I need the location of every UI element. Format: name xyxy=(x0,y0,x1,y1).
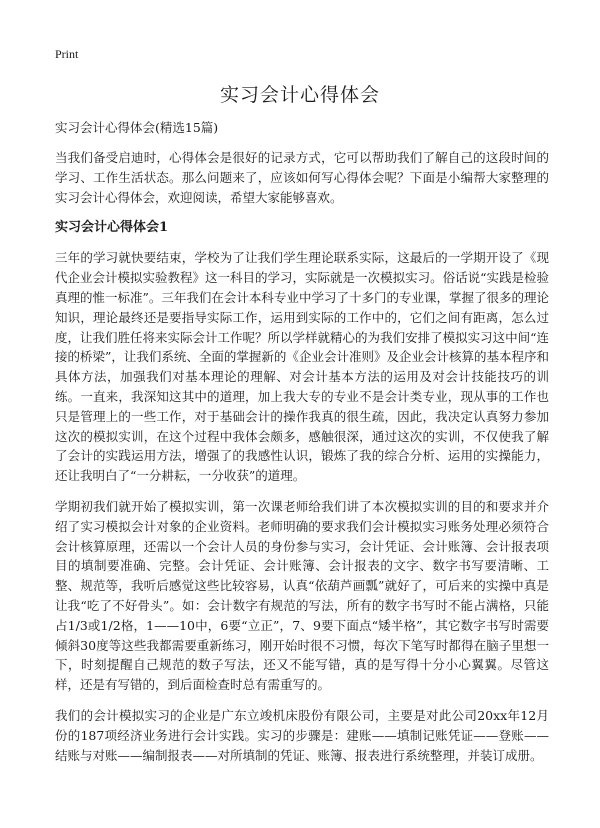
body-paragraph-2: 学期初我们就开始了模拟实训，第一次课老师给我们讲了本次模拟实训的目的和要求并介绍了实习模拟会计对象的企业资料。老师明确的要求我们会计模拟实习账务处理必须符合会计核算原理，还需以一个会计人员的身份参与实习，会计凭证、会计账簿、会计报表项目的填制要准确、完整。会计凭证、会计账簿、会计报表的文字、数字书写要清晰、工整、规范等，我听后感觉这些比较容易，认真“依葫芦画瓢”就好了，可后来的实操中真是让我“吃了不好骨头”。如：会计数字有规范的写法，所有的数字书写时不能占满格，只能占1/3或1/2格，1——10中，6要“立正”，7、9要下面点“矮半格”，其它数字书写时需要倾斜30度等这些我都需要重新练习，刚开始时很不习惯，每次下笔写时都得在脑子里想一下，时刻提醒自己规范的数子写法，还又不能写错，真的是写得十分小心翼翼。尽管这样，还是有写错的，到后面检查时总有需重写的。 xyxy=(55,498,549,693)
document-subtitle: 实习会计心得体会(精选15篇) xyxy=(55,120,219,135)
body-paragraph-1: 三年的学习就快要结束，学校为了让我们学生理论联系实际，这最后的一学期开设了《现代企业会计模拟实验教程》这一科目的学习，实际就是一次模拟实习。俗话说“实践是检验真理的惟一标准”。三年我们在会计本科专业中学习了十多门的专业课，掌握了很多的理论知识，理论最终还是要指导实际工作，运用到实际的工作中的，它们之间有距离，怎么过度，让我们胜任将来实际会计工作呢？所以学样就精心的为我们安排了模拟实习这中间“连接的桥梁”，让我们系统、全面的掌握新的《企业会计准则》及企业会计核算的基本程序和具体方法，加强我们对基本理论的理解、对会计基本方法的运用及对会计技能技巧的训练。一直来，我深知这其中的道理，加上我大专的专业不是会计类专业，现从事的工作也只是管理上的一些工作，对于基础会计的操作我真的很生疏，因此，我决定认真努力参加这次的模拟实训，在这个过程中我体会颇多，感触很深，通过这次的实训，不仅使我了解了会计的实践运用方法，增强了的我感性认识，锻炼了我的综合分析、运用的实操能力，还让我明白了“一分耕耘，一分收获”的道理。 xyxy=(55,250,549,484)
body-paragraph-3: 我们的会计模拟实习的企业是广东立竣机床股份有限公司，主要是对此公司20xx年12月份的187项经济业务进行会计实践。实习的步骤是：建账——填制记账凭证——登账——结账与对账——编制报表——对所填制的凭证、账簿、报表进行系统整理，并装订成册。 xyxy=(55,707,549,763)
section-heading: 实习会计心得体会1 xyxy=(55,220,169,236)
intro-paragraph: 当我们备受启迪时，心得体会是很好的记录方式，它可以帮助我们了解自己的这段时间的学习、工作生活状态。那么问题来了，应该如何写心得体会呢？下面是小编帮大家整理的实习会计心得体会，欢迎阅读，希望大家能够喜欢。 xyxy=(55,150,549,205)
document-title: 实习会计心得体会 xyxy=(219,84,380,106)
document-body xyxy=(55,118,549,776)
print-link[interactable]: Print xyxy=(55,47,79,61)
